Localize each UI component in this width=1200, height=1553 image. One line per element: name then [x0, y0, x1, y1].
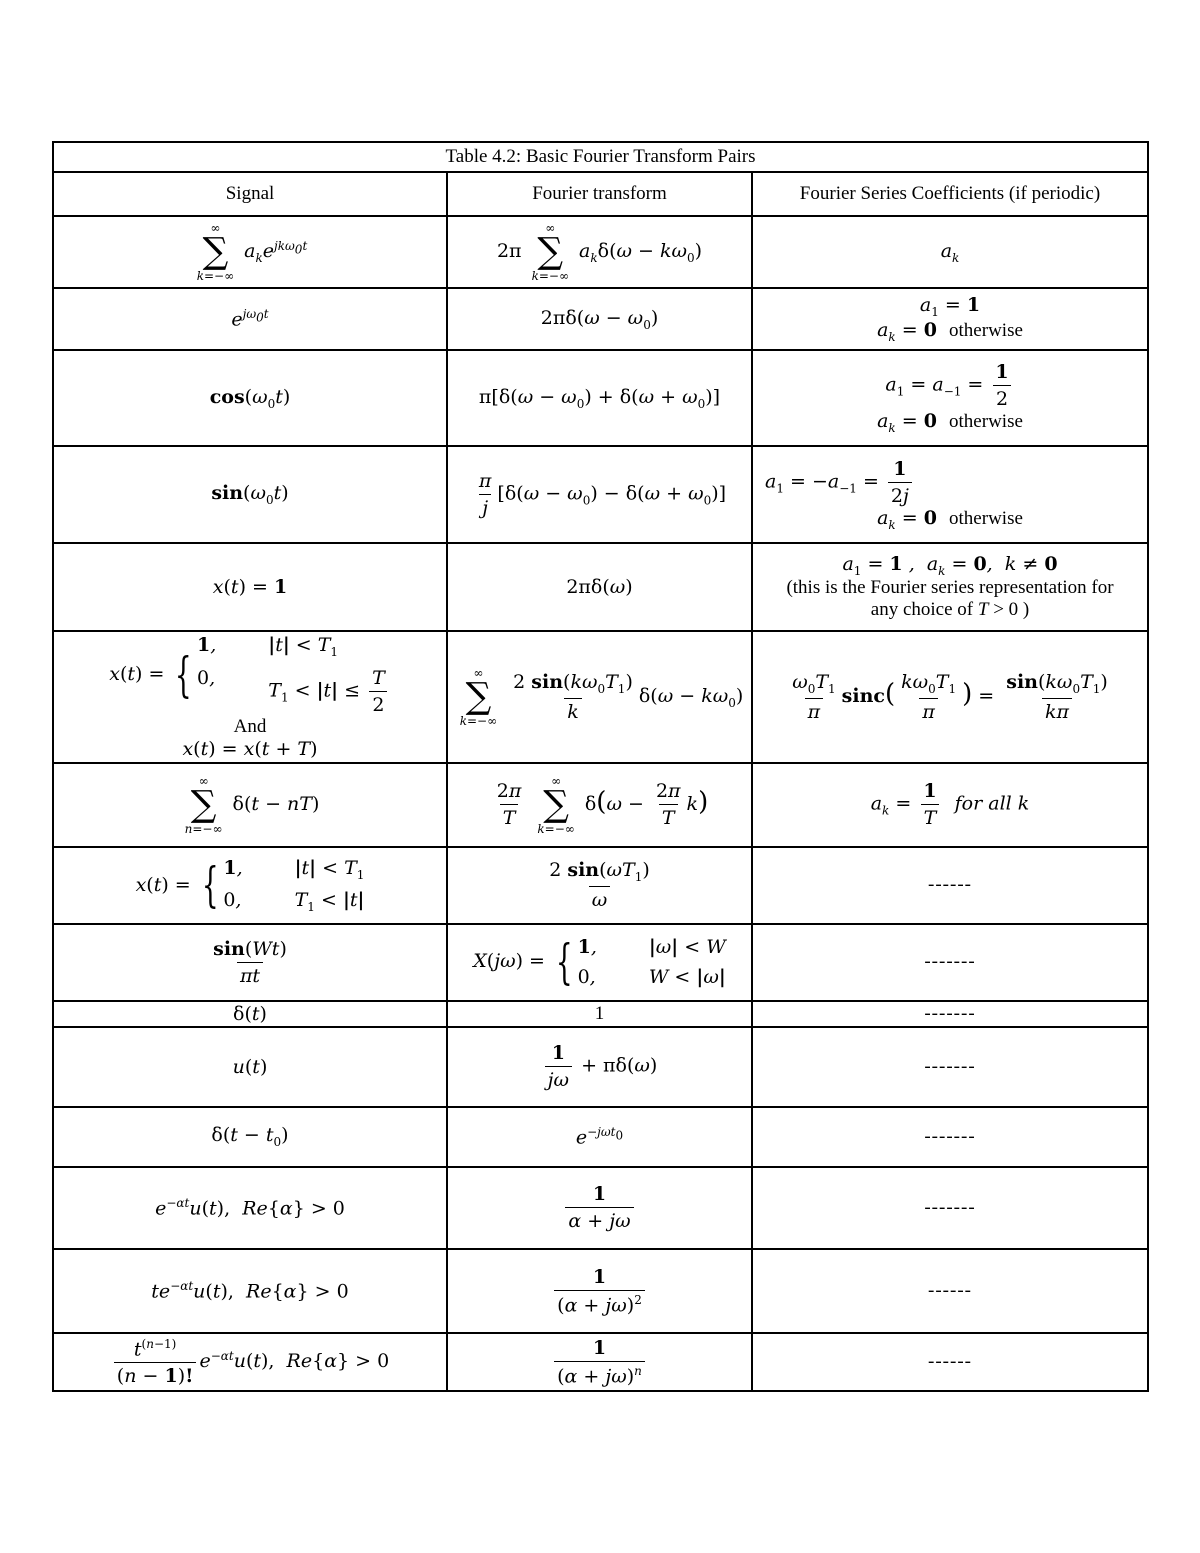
note-tail: > 0 )	[988, 599, 1030, 621]
signal-cell: x(t) = 1	[53, 543, 447, 631]
transform-cell: $\pi[\delta(\omega - \omega_0) + \delta(\omega + \omega_0)]$	[447, 350, 752, 446]
table-row	[53, 446, 1148, 543]
signal-cell: ∞ ∑ n=−∞ δ(t − nT)	[53, 763, 447, 847]
coefficient-cell: $a_k$	[752, 216, 1148, 288]
otherwise-text: otherwise	[949, 320, 1023, 341]
signal-cell: $e^{-\alpha t}u(t)$, Re{α} > 0	[53, 1167, 447, 1249]
table-title: Table 4.2: Basic Fourier Transform Pairs	[53, 142, 1148, 172]
transform-cell: $\frac{2 \sin(\omega T_1)}{\omega}$	[447, 847, 752, 924]
coefficient-cell: ------	[752, 1333, 1148, 1391]
signal-cell: $te^{-\alpha t}u(t)$, Re{α} > 0	[53, 1249, 447, 1333]
transform-cell: $2\pi\delta(\omega - \omega_0)$	[447, 288, 752, 350]
coefficient-cell: ------	[752, 847, 1148, 924]
transform-cell: $\frac{2\pi}{T}$ ∞ ∑ k=−∞ δ(ω − $\frac{2\pi}{T}$ k)	[447, 763, 752, 847]
signal-cell: x(t) = { 1, $|t| < T_1$ 0, $T_1 < |t|$ ≤ $\frac{T}{2}$ And x(t) = x(t + T)	[53, 631, 447, 763]
coefficient-cell: $\frac{\omega_0T_1}{\pi}$ sinc( $\frac{k\omega_0T_1}{\pi}$ ) = $\frac{\sin(k\omega_0T_1)}{k\pi}$	[752, 631, 1148, 763]
coefficient-cell: -------	[752, 1167, 1148, 1249]
table-row	[53, 216, 1148, 288]
coefficient-cell: $a_1 = 1$ , $a_k = 0$, k ≠ 0 (this is the Fourier series representation for any choice of T > 0 )	[752, 543, 1148, 631]
fourier-transform-table	[52, 141, 1149, 1392]
note-line-1: (this is the Fourier series representation for	[786, 577, 1114, 599]
column-header-coefficients: Fourier Series Coefficients (if periodic)	[752, 172, 1148, 216]
signal-cell: $\delta(t - t_0)$	[53, 1107, 447, 1167]
coefficient-cell: -------	[752, 924, 1148, 1001]
transform-cell: $\frac{1}{j\omega}$ + πδ(ω)	[447, 1027, 752, 1107]
signal-cell: $\frac{\sin(Wt)}{\pi t}$	[53, 924, 447, 1001]
note-period-symbol: T	[977, 599, 989, 621]
table-row	[53, 350, 1148, 446]
table-row	[53, 288, 1148, 350]
signal-cell: δ(t)	[53, 1001, 447, 1027]
column-header-fourier-transform: Fourier transform	[447, 172, 752, 216]
transform-cell: $e^{-j\omega t_0}$	[447, 1107, 752, 1167]
transform-cell: $\frac{1}{(\alpha + j\omega)^n}$	[447, 1333, 752, 1391]
column-header-signal: Signal	[53, 172, 447, 216]
signal-cell: $\frac{t^{(n-1)}}{(n - 1)!}$ $e^{-\alpha t}u(t)$, Re{α} > 0	[53, 1333, 447, 1391]
table-row	[53, 1107, 1148, 1167]
coefficient-cell: -------	[752, 1001, 1148, 1027]
signal-cell: u(t)	[53, 1027, 447, 1107]
table-header-row	[53, 172, 1148, 216]
signal-cell: $e^{j\omega_0t}$	[53, 288, 447, 350]
coefficient-cell: $a_1 = -a_{-1}$ = $\frac{1}{2j}$ $a_k = 0$ otherwise	[752, 446, 1148, 543]
transform-cell: $\frac{1}{\alpha + j\omega}$	[447, 1167, 752, 1249]
coefficient-cell: $a_1 = a_{-1}$ = $\frac{1}{2}$ $a_k = 0$ otherwise	[752, 350, 1148, 446]
transform-cell: 1	[447, 1001, 752, 1027]
transform-cell: 2π ∞ ∑ k=−∞ $a_k\delta(\omega - k\omega_0)$	[447, 216, 752, 288]
signal-cell: $\cos(\omega_0t)$	[53, 350, 447, 446]
note-line-2: any choice of	[870, 599, 978, 621]
signal-cell: ∞ ∑ k=−∞ $a_ke^{jk\omega_0t}$	[53, 216, 447, 288]
otherwise-text: otherwise	[949, 411, 1023, 433]
table-row	[53, 763, 1148, 847]
table-row	[53, 1027, 1148, 1107]
coefficient-cell: -------	[752, 1027, 1148, 1107]
transform-cell: ∞ ∑ k=−∞ $\frac{2 \sin(k\omega_0T_1)}{k}$ $\delta(\omega - k\omega_0)$	[447, 631, 752, 763]
signal-cell: x(t) = { 1, $|t| < T_1$ 0, $T_1 < |t|$	[53, 847, 447, 924]
coefficient-cell: ------	[752, 1249, 1148, 1333]
transform-cell: $\frac{1}{(\alpha + j\omega)^2}$	[447, 1249, 752, 1333]
table-row	[53, 631, 1148, 763]
transform-cell: 2πδ(ω)	[447, 543, 752, 631]
and-text: And	[233, 715, 267, 737]
coefficient-cell: $a_1 = 1$ $a_k = 0$ otherwise	[752, 288, 1148, 350]
table-row	[53, 543, 1148, 631]
table-row	[53, 924, 1148, 1001]
coefficient-cell: $a_k$ = $\frac{1}{T}$ for all k	[752, 763, 1148, 847]
table-row	[53, 1333, 1148, 1391]
table-row	[53, 1249, 1148, 1333]
transform-cell: X(jω) = { 1, |ω| < W 0, W < |ω|	[447, 924, 752, 1001]
transform-cell: $\frac{\pi}{j}$ $[\delta(\omega - \omega_0) - \delta(\omega + \omega_0)]$	[447, 446, 752, 543]
otherwise-text: otherwise	[949, 507, 1023, 529]
table-caption-row	[53, 142, 1148, 172]
table-row	[53, 1001, 1148, 1027]
signal-cell: $\sin(\omega_0t)$	[53, 446, 447, 543]
table-row	[53, 847, 1148, 924]
coefficient-cell: -------	[752, 1107, 1148, 1167]
table-row	[53, 1167, 1148, 1249]
